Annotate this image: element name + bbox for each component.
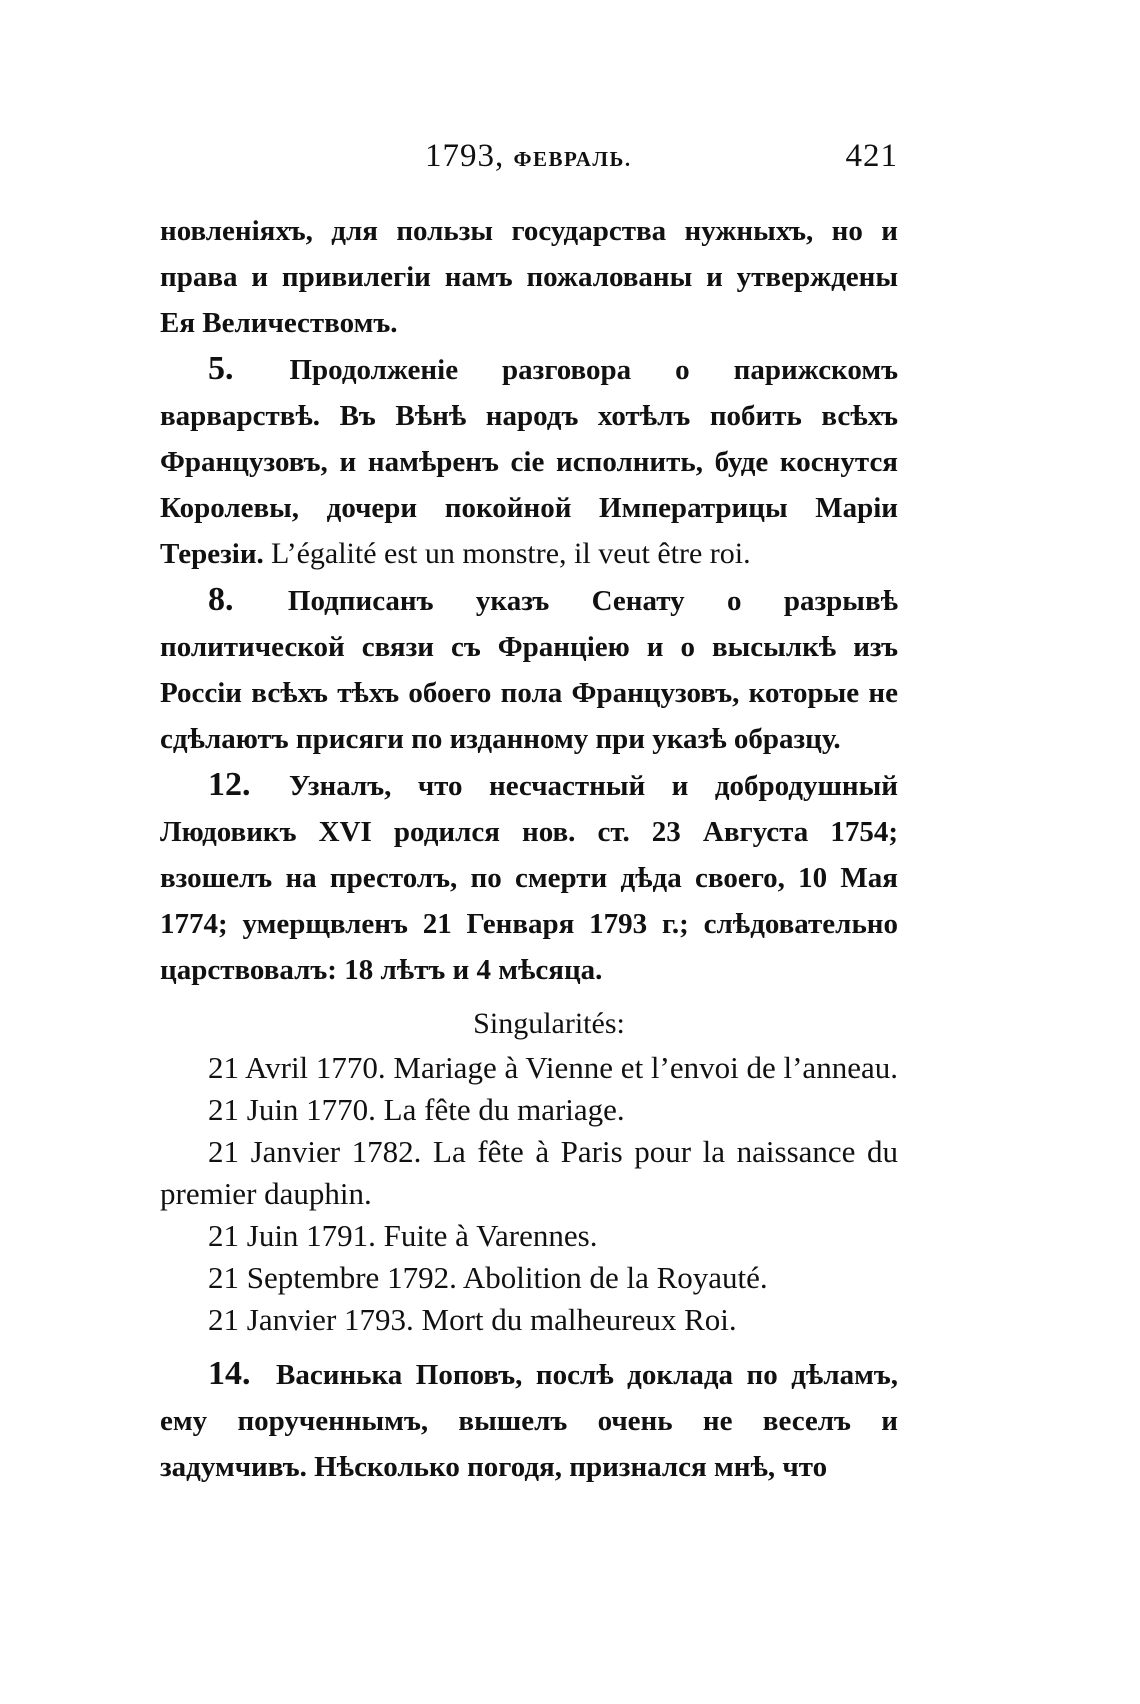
- entry-8: [160, 577, 898, 762]
- running-header: [160, 138, 898, 188]
- page-body: [160, 208, 898, 1490]
- entry-5: [160, 346, 898, 577]
- entry-text: Узналъ, что несчастный и добродушный Людовикъ XVI родился нов. ст. 23 Августа 1754; взошелъ на престолъ, по смерти дѣда своего, 10 Мая 1774; умерщвленъ 21 Генваря 1793 г.; слѣдовательно царствовалъ: 18 лѣтъ и 4 мѣсяца.: [160, 770, 898, 986]
- list-item: 21 Avril 1770. Mariage à Vienne et l’envoi de l’anneau.: [208, 1050, 898, 1085]
- list-item: 21 Juin 1791. Fuite à Varennes.: [208, 1218, 598, 1253]
- list-item: 21 Janvier 1782. La fête à Paris pour la naissance du premier dauphin.: [160, 1134, 898, 1211]
- list-item: 21 Juin 1770. La fête du mariage.: [208, 1092, 625, 1127]
- page-number: 421: [845, 138, 898, 174]
- header-month: ФЕВРАЛЬ.: [513, 147, 632, 171]
- singularites-heading: Singularités:: [473, 1007, 625, 1040]
- entry-14: [160, 1351, 898, 1490]
- header-year: 1793,: [425, 138, 505, 174]
- entry-number: 8.: [208, 581, 234, 618]
- header-title: [425, 138, 632, 175]
- list-item: 21 Janvier 1793. Mort du malheureux Roi.: [208, 1302, 737, 1337]
- list-item: 21 Septembre 1792. Abolition de la Royauté.: [208, 1260, 768, 1295]
- entry-text: Подписанъ указъ Сенату о разрывѣ политической связи съ Франціею и о высылкѣ изъ Россіи всѣхъ тѣхъ обоего пола Французовъ, которые не сдѣлаютъ присяги по изданному при указѣ образцу.: [160, 585, 899, 755]
- entry-text: Васинька Поповъ, послѣ доклада по дѣламъ, ему порученнымъ, вышелъ очень не веселъ и задумчивъ. Нѣсколько погодя, признался мнѣ, что: [160, 1359, 898, 1483]
- paragraph-continuation: новленіяхъ, для пользы государства нужныхъ, но и права и привилегіи намъ пожалованы и утверждены Ея Величествомъ.: [160, 215, 898, 339]
- entry-number: 12.: [208, 766, 251, 803]
- entry-number: 5.: [208, 350, 234, 387]
- singularites-list: [160, 1047, 898, 1341]
- french-quote: L’égalité est un monstre, il veut être roi.: [271, 537, 751, 570]
- entry-12: [160, 762, 898, 993]
- entry-text: Продолженіе разговора о парижскомъ варварствѣ. Въ Вѣнѣ народъ хотѣлъ побить всѣхъ Французовъ, и намѣренъ сіе исполнить, буде коснутся Королевы, дочери покойной Императрицы Маріи Терезіи.: [160, 354, 898, 570]
- entry-number: 14.: [208, 1355, 251, 1392]
